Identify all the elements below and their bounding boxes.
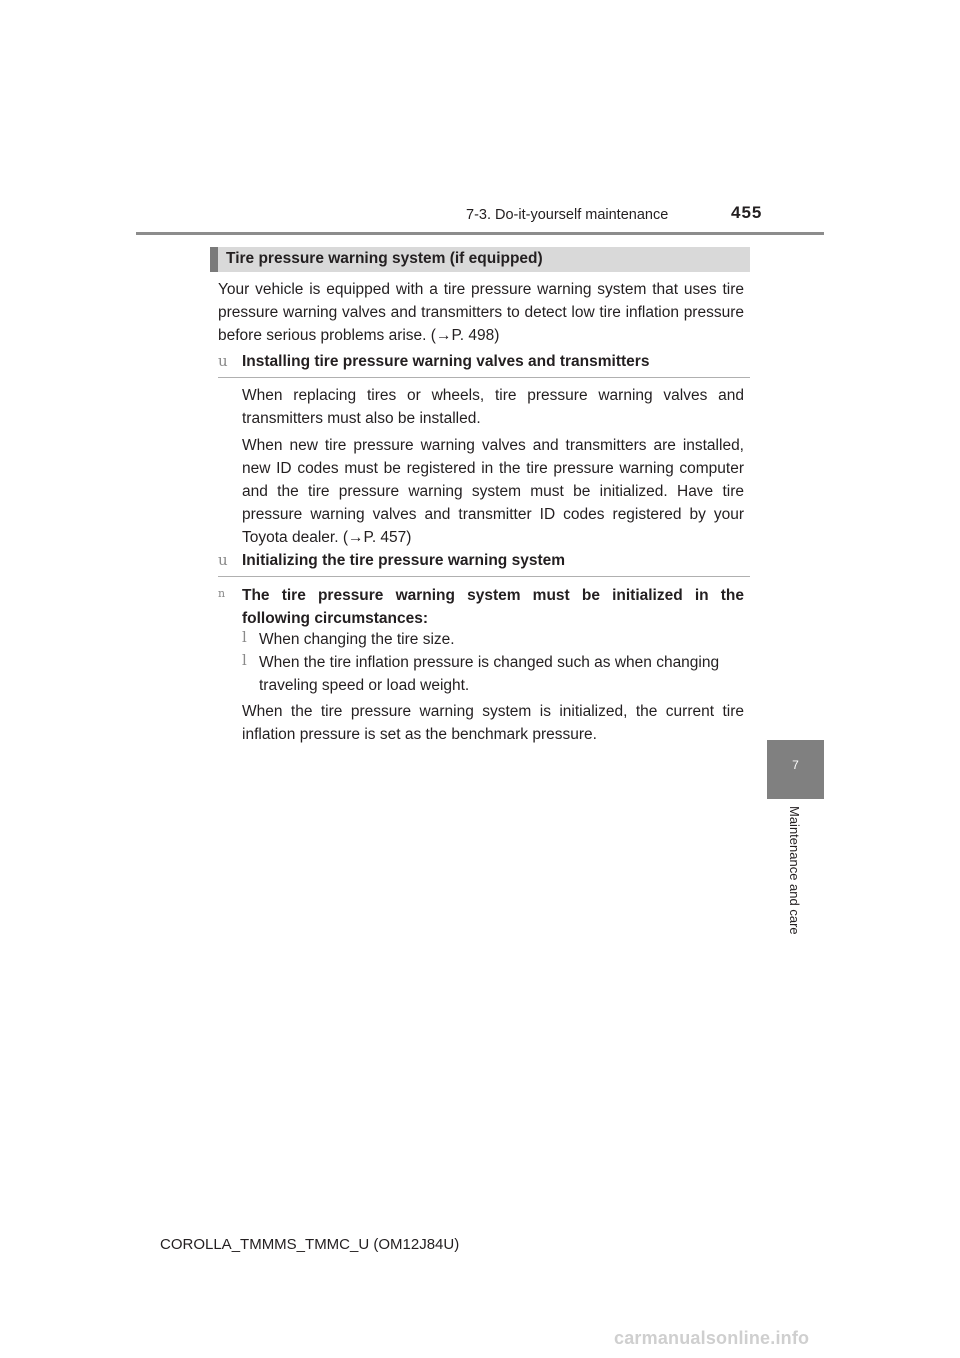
closing-paragraph: When the tire pressure warning system is initialized, the current tire inflation pressure is set as the benchmark pressure. [242, 703, 744, 743]
note-heading-text: The tire pressure warning system must be initialized in the following circumstances: [242, 587, 744, 627]
chapter-number: 7 [792, 758, 799, 772]
subheading-bullet-icon: u [218, 551, 228, 569]
subheading-init [218, 552, 750, 577]
install-paragraph-2: When new tire pressure warning valves and transmitters are installed, new ID codes must be registered in the tire pressure warning computer and the tire pressure warning system must be initialized. Have tire pressure warning valves and transmitter ID codes registered by your Toyota dealer. (→P. 457) [242, 437, 744, 546]
install-paragraph-1: When replacing tires or wheels, tire pressure warning valves and transmitters must also be installed. [242, 387, 744, 427]
subheading-install-title: Installing tire pressure warning valves and transmitters [242, 353, 650, 370]
intro-paragraph: Your vehicle is equipped with a tire pressure warning system that uses tire pressure warning valves and transmitters to detect low tire inflation pressure before serious problems arise. (→P. 498) [218, 281, 744, 344]
chapter-tab [767, 740, 824, 799]
note-marker-icon: n [218, 587, 226, 600]
list-bullet-icon: l [242, 628, 247, 646]
section-heading-text: Tire pressure warning system (if equipped) [226, 250, 543, 267]
list-item-text: When the tire inflation pressure is changed such as when changing traveling speed or load weight. [259, 654, 720, 694]
list-item-text: When changing the tire size. [259, 631, 455, 648]
subheading-init-title: Initializing the tire pressure warning system [242, 552, 566, 569]
footer-code: COROLLA_TMMMS_TMMC_U (OM12J84U) [160, 1236, 460, 1253]
chapter-label: Maintenance and care [787, 806, 802, 935]
watermark: carmanualsonline.info [614, 1328, 810, 1348]
header-rule [136, 232, 824, 235]
subheading-install [218, 353, 750, 378]
section-path: 7-3. Do-it-yourself maintenance [466, 207, 669, 223]
section-heading [210, 247, 750, 272]
page-number: 455 [731, 203, 763, 222]
list-bullet-icon: l [242, 651, 247, 669]
subheading-bullet-icon: u [218, 352, 228, 370]
